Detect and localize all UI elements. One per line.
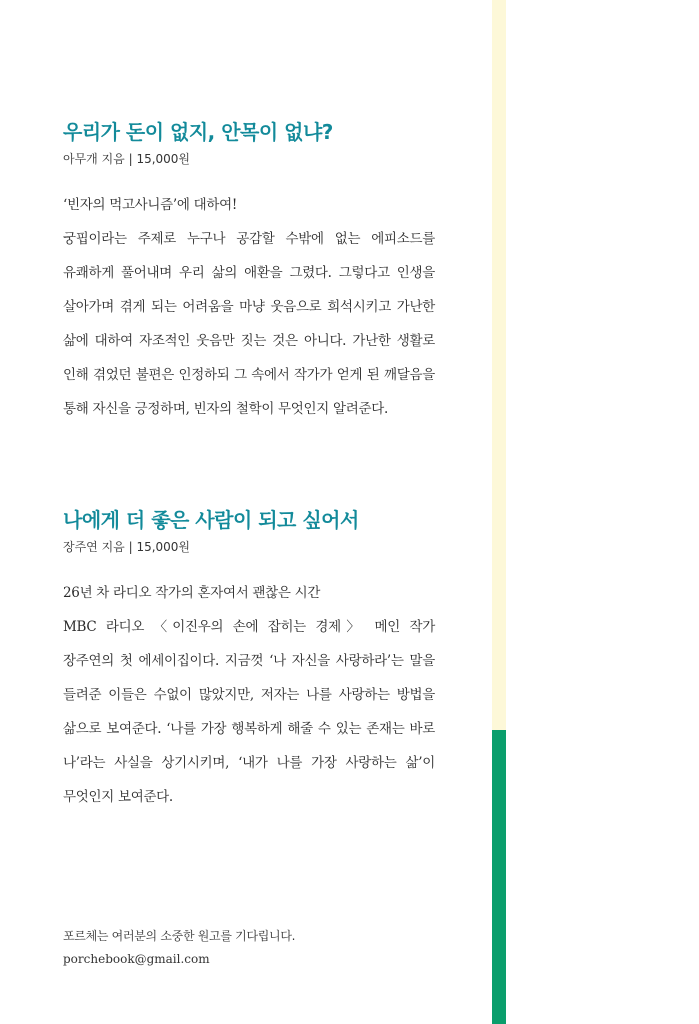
contact-email[interactable]: porchebook@gmail.com (63, 952, 210, 966)
book-entry-2 (63, 506, 435, 814)
book-subtitle: 26년 차 라디오 작가의 혼자여서 괜찮은 시간 (63, 585, 321, 601)
side-stripe-cream (492, 0, 506, 730)
manuscript-invitation: 포르체는 여러분의 소중한 원고를 기다립니다. (63, 929, 296, 943)
book-description: 궁핍이라는 주제로 누구나 공감할 수밖에 없는 에피소드를 유쾌하게 풀어내며 우리 삶의 애환을 그렸다. 그렇다고 인생을 살아가며 겪게 되는 어려움을 마냥 웃음으로 희석시키고 가난한 삶에 대하여 자조적인 웃음만 짓는 것은 아니다. 가난한 생활로 인해 겪었던 불편은 인정하되 그 속에서 작가가 얻게 된 깨달음을 통해 자신을 긍정하며, 빈자의 철학이 무엇인지 알려준다. (63, 231, 435, 417)
book-title: 우리가 돈이 없지, 안목이 없냐? (63, 120, 333, 144)
book-entry-1 (63, 118, 435, 426)
book-subtitle: ‘빈자의 먹고사니즘’에 대하여! (63, 197, 237, 213)
book-title: 나에게 더 좋은 사람이 되고 싶어서 (63, 508, 359, 532)
book-author-price: 장주연 지음 | 15,000원 (63, 540, 191, 554)
book-author-price: 아무개 지음 | 15,000원 (63, 152, 191, 166)
submission-footer (63, 926, 463, 970)
side-stripe-green (492, 730, 506, 1024)
book-description: MBC 라디오 〈이진우의 손에 잡히는 경제〉 메인 작가 장주연의 첫 에세이집이다. 지금껏 ‘나 자신을 사랑하라’는 말을 들려준 이들은 수없이 많았지만, 저자는 나를 사랑하는 방법을 삶으로 보여준다. ‘나를 가장 행복하게 해줄 수 있는 존재는 바로 나’라는 사실을 상기시키며, ‘내가 나를 가장 사랑하는 삶’이 무엇인지 보여준다. (63, 619, 435, 805)
